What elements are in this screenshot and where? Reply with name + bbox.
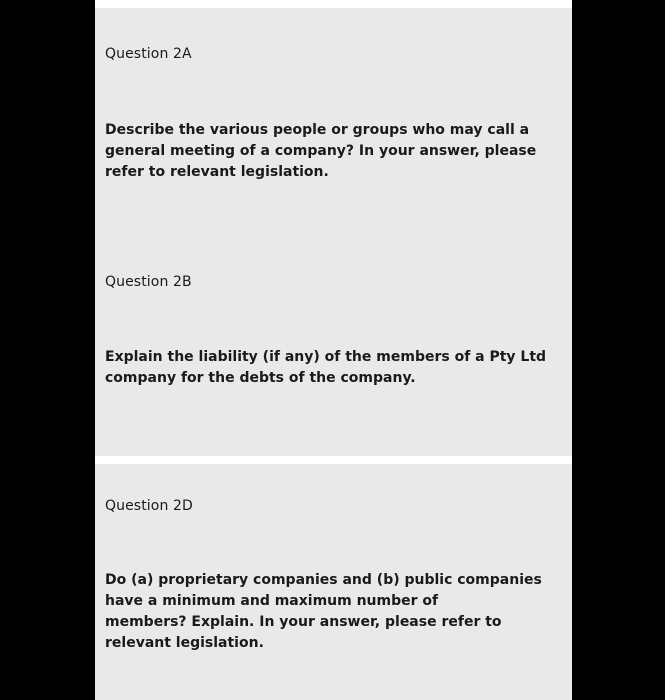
question-2d-line-2: have a minimum and maximum number of xyxy=(105,593,439,609)
question-2b-text xyxy=(105,347,555,389)
question-2b-heading: Question 2B xyxy=(105,274,192,290)
question-panel-bottom xyxy=(95,464,572,700)
section-divider xyxy=(95,456,572,464)
question-panel-top xyxy=(95,8,572,456)
question-2b-line-2: company for the debts of the company. xyxy=(105,370,416,386)
question-2a-text xyxy=(105,120,555,183)
top-edge xyxy=(95,0,572,8)
question-2a-line-1: Describe the various people or groups who may call a xyxy=(105,122,530,138)
question-2b-line-1: Explain the liability (if any) of the members of a Pty Ltd xyxy=(105,349,547,365)
question-2d-line-3: members? Explain. In your answer, please refer to xyxy=(105,614,502,630)
question-2a-heading: Question 2A xyxy=(105,46,192,62)
question-2d-text xyxy=(105,570,555,654)
question-2d-line-1: Do (a) proprietary companies and (b) public companies xyxy=(105,572,542,588)
question-2a-line-3: refer to relevant legislation. xyxy=(105,164,329,180)
question-2d-heading: Question 2D xyxy=(105,498,193,514)
question-2d-line-4: relevant legislation. xyxy=(105,635,264,651)
question-2a-line-2: general meeting of a company? In your answer, please xyxy=(105,143,537,159)
